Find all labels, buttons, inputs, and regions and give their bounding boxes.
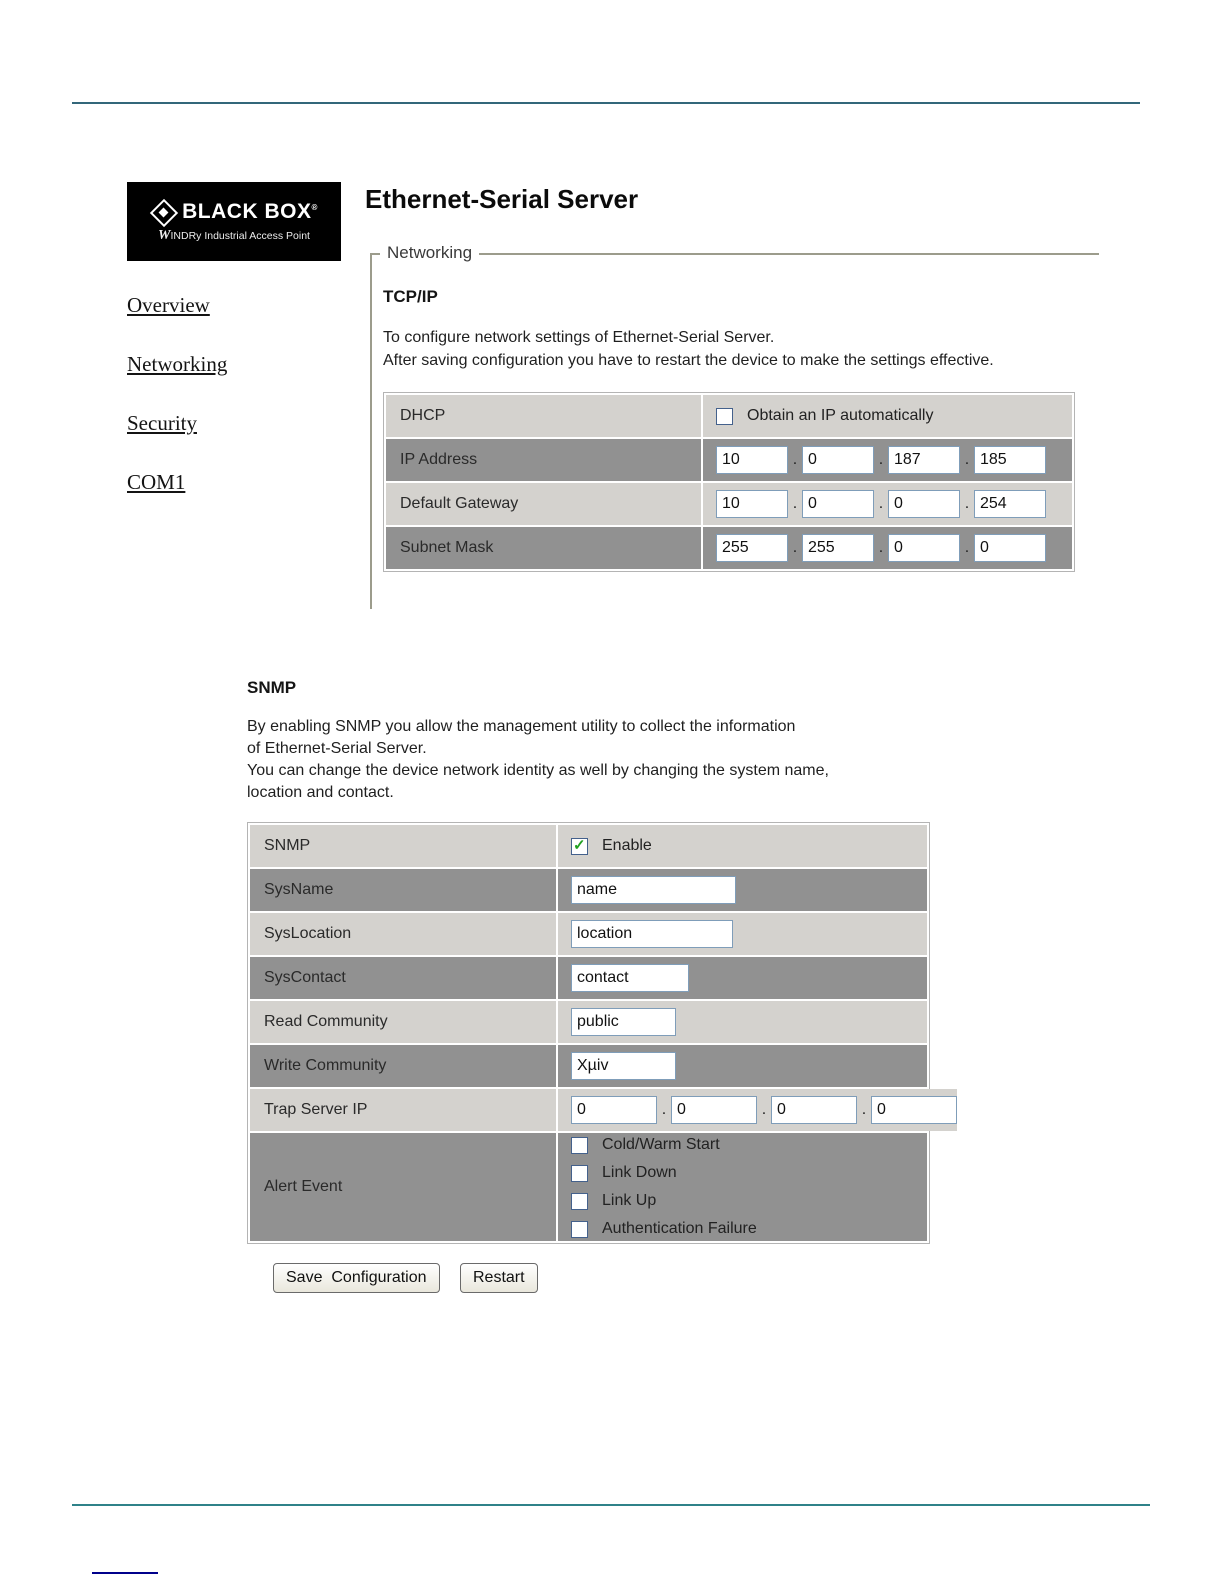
write-community-input[interactable]: [571, 1052, 676, 1080]
sidebar-link-com1[interactable]: COM1: [127, 470, 186, 494]
sidebar-link-overview[interactable]: Overview: [127, 293, 210, 317]
table-row-alert-event: [250, 1133, 927, 1241]
snmp-enable-checkbox-label: Enable: [602, 837, 652, 854]
alert-option-authentication-failure: [571, 1220, 757, 1238]
link-up-checkbox[interactable]: [571, 1193, 588, 1210]
trap-server-octet-3[interactable]: [771, 1096, 857, 1124]
table-row-write-community: [250, 1045, 927, 1087]
logo-brand: BLACK BOX®: [182, 200, 318, 223]
table-row-read-community: [250, 1001, 927, 1043]
table-row-syscontact: [250, 957, 927, 999]
syslocation-input[interactable]: [571, 920, 733, 948]
registered-mark: ®: [311, 203, 318, 212]
trap-server-octet-1[interactable]: [571, 1096, 657, 1124]
alert-option-link-down: [571, 1164, 677, 1182]
dhcp-label: DHCP: [386, 395, 701, 437]
blackbox-diamond-icon: [150, 199, 176, 225]
sidebar-link-security[interactable]: Security: [127, 411, 197, 435]
snmp-label: SNMP: [250, 825, 556, 867]
default-gateway-octet-3[interactable]: [888, 490, 960, 518]
table-row-sysname: [250, 869, 927, 911]
ip-address-label: IP Address: [386, 439, 701, 481]
read-community-label: Read Community: [250, 1001, 556, 1043]
trap-server-octet-2[interactable]: [671, 1096, 757, 1124]
page-title: Ethernet-Serial Server: [365, 184, 639, 214]
snmp-description-line1: By enabling SNMP you allow the management utility to collect the information: [247, 718, 796, 735]
snmp-table: [247, 822, 930, 1244]
authentication-failure-label: Authentication Failure: [602, 1220, 757, 1237]
link-up-label: Link Up: [602, 1192, 657, 1209]
alert-option-link-up: [571, 1192, 656, 1210]
octet-separator: .: [761, 1101, 767, 1118]
default-gateway-octet-1[interactable]: [716, 490, 788, 518]
octet-separator: .: [878, 539, 884, 556]
subnet-mask-octet-3[interactable]: [888, 534, 960, 562]
octet-separator: .: [661, 1101, 667, 1118]
tcpip-description-line2: After saving configuration you have to restart the device to make the settings effective.: [383, 352, 994, 369]
octet-separator: .: [861, 1101, 867, 1118]
ip-address-octet-1[interactable]: [716, 446, 788, 474]
link-down-checkbox[interactable]: [571, 1165, 588, 1182]
snmp-description-line2: of Ethernet-Serial Server.: [247, 740, 427, 757]
subnet-mask-octet-2[interactable]: [802, 534, 874, 562]
syscontact-input[interactable]: [571, 964, 689, 992]
snmp-heading: SNMP: [247, 678, 297, 697]
default-gateway-octet-2[interactable]: [802, 490, 874, 518]
snmp-description-line3: You can change the device network identity as well by changing the system name,: [247, 762, 829, 779]
page-footer-rule: [72, 1504, 1150, 1506]
tcpip-table: [383, 392, 1075, 572]
group-box-legend: Networking: [380, 243, 479, 263]
sysname-input[interactable]: [571, 876, 736, 904]
snmp-enable-checkbox[interactable]: [571, 838, 588, 855]
save-configuration-button[interactable]: Save Configuration: [273, 1263, 440, 1293]
table-row-snmp-enable: [250, 825, 927, 867]
cold-warm-start-checkbox[interactable]: [571, 1137, 588, 1154]
snmp-description-line4: location and contact.: [247, 784, 394, 801]
dhcp-checkbox[interactable]: [716, 408, 733, 425]
logo-row: [150, 199, 318, 225]
authentication-failure-checkbox[interactable]: [571, 1221, 588, 1238]
default-gateway-label: Default Gateway: [386, 483, 701, 525]
syscontact-label: SysContact: [250, 957, 556, 999]
table-row-dhcp: [386, 395, 1072, 437]
write-community-label: Write Community: [250, 1045, 556, 1087]
table-row-syslocation: [250, 913, 927, 955]
dhcp-checkbox-label: Obtain an IP automatically: [747, 407, 934, 424]
sidebar-link-networking[interactable]: Networking: [127, 352, 228, 376]
footnote-rule: [92, 1572, 158, 1574]
tcpip-description-line1: To configure network settings of Ethernet-Serial Server.: [383, 329, 775, 346]
syslocation-label: SysLocation: [250, 913, 556, 955]
ip-address-octet-4[interactable]: [974, 446, 1046, 474]
table-row-subnet-mask: [386, 527, 1072, 569]
read-community-input[interactable]: [571, 1008, 676, 1036]
alert-option-cold-warm-start: [571, 1136, 720, 1154]
subnet-mask-label: Subnet Mask: [386, 527, 701, 569]
sysname-label: SysName: [250, 869, 556, 911]
trap-server-ip-label: Trap Server IP: [250, 1089, 556, 1131]
octet-separator: .: [792, 451, 798, 468]
octet-separator: .: [792, 539, 798, 556]
octet-separator: .: [878, 495, 884, 512]
page-header-rule: [72, 102, 1140, 104]
blackbox-logo: [127, 182, 341, 261]
tagline-rest: INDRy Industrial Access Point: [170, 230, 310, 242]
link-down-label: Link Down: [602, 1164, 677, 1181]
table-row-trap-server-ip: [250, 1089, 927, 1131]
tcpip-heading: TCP/IP: [383, 287, 438, 306]
trap-server-octet-4[interactable]: [871, 1096, 957, 1124]
restart-button[interactable]: Restart: [460, 1263, 538, 1293]
table-row-ip-address: [386, 439, 1072, 481]
octet-separator: .: [964, 495, 970, 512]
cold-warm-start-label: Cold/Warm Start: [602, 1136, 720, 1153]
logo-tagline: [158, 228, 310, 244]
subnet-mask-octet-4[interactable]: [974, 534, 1046, 562]
table-row-default-gateway: [386, 483, 1072, 525]
subnet-mask-octet-1[interactable]: [716, 534, 788, 562]
octet-separator: .: [964, 451, 970, 468]
octet-separator: .: [792, 495, 798, 512]
octet-separator: .: [964, 539, 970, 556]
tagline-initial: W: [158, 228, 171, 243]
ip-address-octet-3[interactable]: [888, 446, 960, 474]
alert-event-label: Alert Event: [250, 1133, 556, 1241]
default-gateway-octet-4[interactable]: [974, 490, 1046, 518]
octet-separator: .: [878, 451, 884, 468]
ip-address-octet-2[interactable]: [802, 446, 874, 474]
